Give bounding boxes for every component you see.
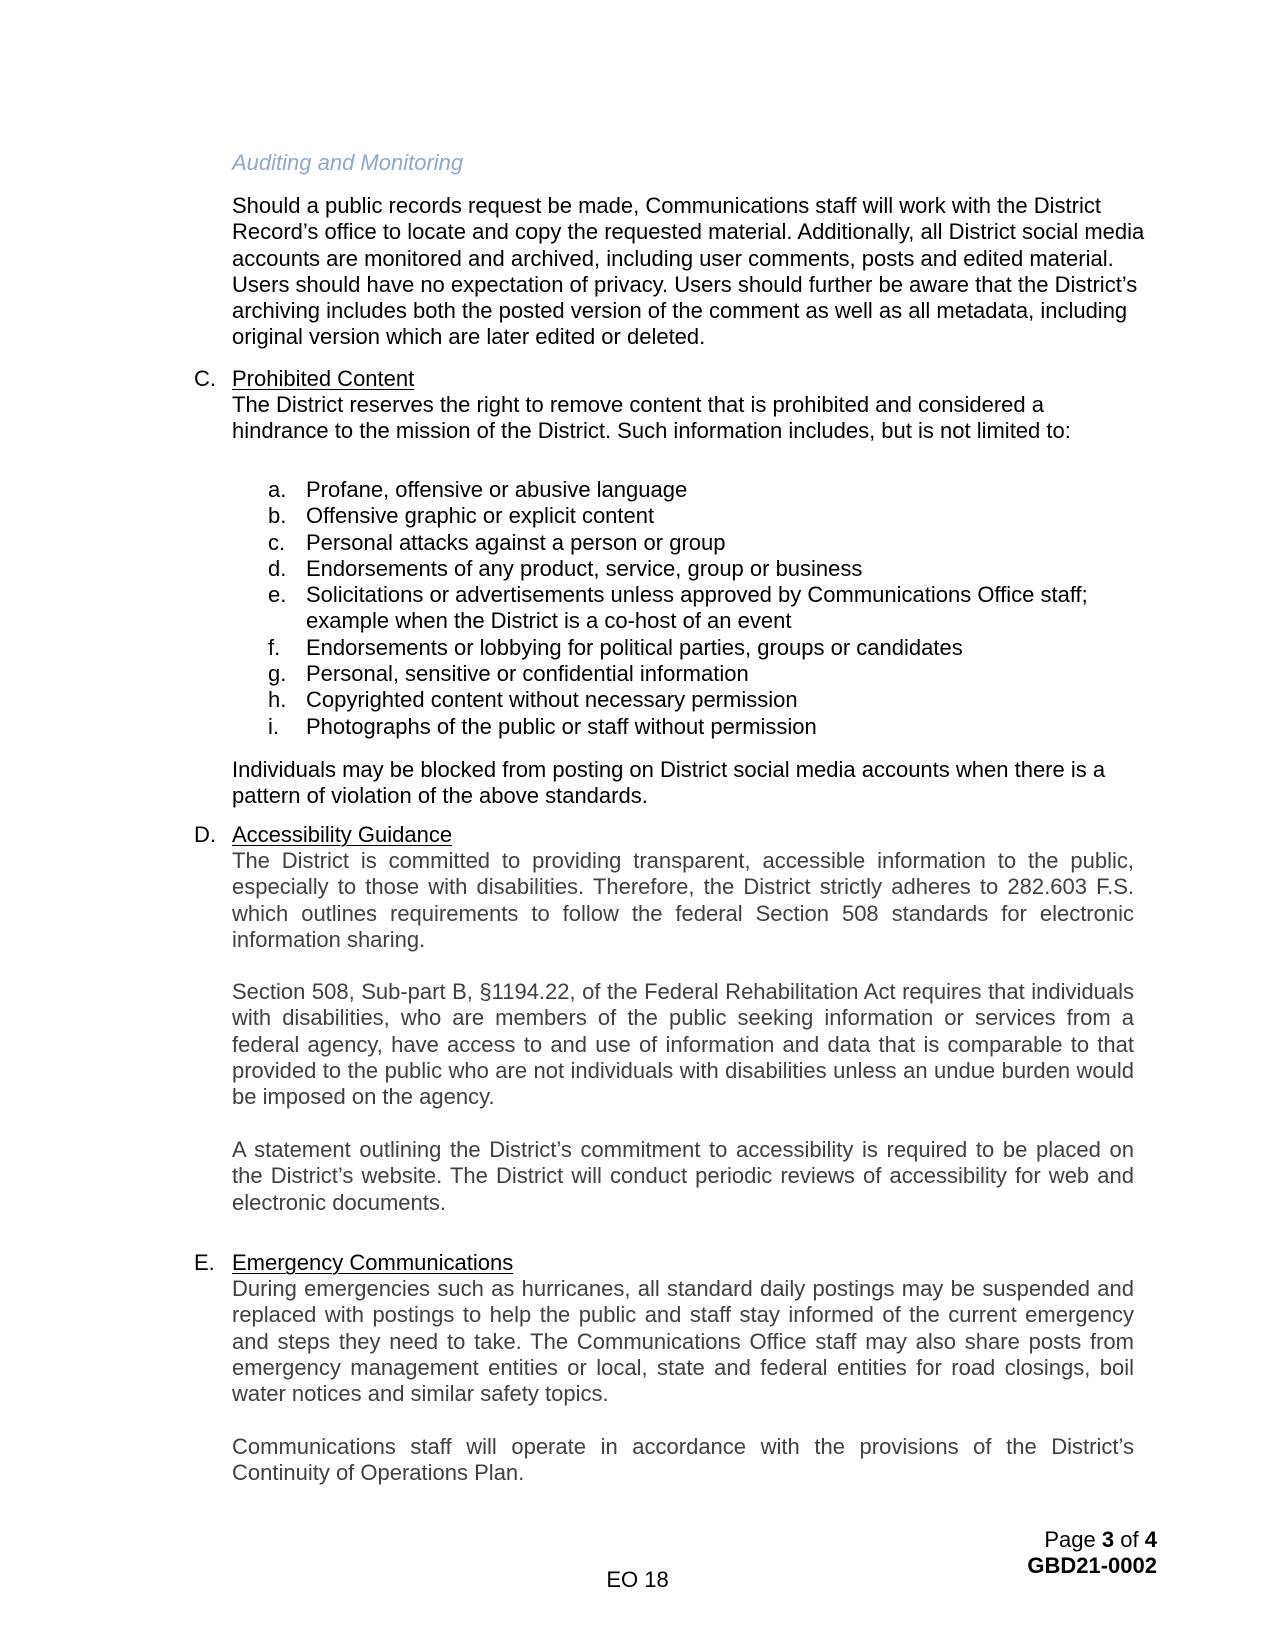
list-item-text: Photographs of the public or staff without permission [306,713,817,739]
section-e-paragraph-2: Communications staff will operate in accordance with the provisions of the District’s Continuity of Operations Plan. [232,1434,1134,1486]
list-item [268,556,1148,582]
section-d-paragraph-3: A statement outlining the District’s commitment to accessibility is required to be placed on the District’s website. The District will conduct periodic reviews of accessibility for web and electronic documents. [232,1137,1134,1215]
section-d-title: Accessibility Guidance [232,822,453,847]
list-item-marker: f. [268,634,281,660]
list-item-text: Endorsements or lobbying for political parties, groups or candidates [306,634,963,660]
list-item [268,503,1148,529]
section-d-letter: D. [194,822,216,847]
list-item-text: Endorsements of any product, service, group or business [306,555,863,581]
section-c-letter: C. [194,366,216,391]
list-item [268,635,1148,661]
section-c-intro: The District reserves the right to remove content that is prohibited and considered a hindrance to the mission of the District. Such information includes, but is not limited to: [232,392,1071,444]
list-item-text: Copyrighted content without necessary permission [306,687,798,713]
page-number [1044,1527,1157,1553]
list-item [268,661,1148,687]
list-item [268,714,1148,740]
document-id: GBD21-0002 [1027,1553,1157,1578]
list-item [268,477,1148,503]
list-item-marker: d. [268,555,287,581]
section-e-title: Emergency Communications [232,1250,514,1275]
list-item-marker: c. [268,529,286,555]
footer-center-label: EO 18 [606,1567,669,1592]
section-e-letter: E. [194,1250,215,1275]
list-item-marker: e. [268,582,287,608]
list-item-marker: a. [268,477,287,502]
list-item-text: Solicitations or advertisements unless approved by Communications Office staff; example when the District is a co-host of an event [306,582,1088,634]
list-item-marker: h. [268,687,287,713]
list-item [268,530,1148,556]
list-item [268,582,1148,635]
section-e-paragraph-1: During emergencies such as hurricanes, all standard daily postings may be suspended and replaced with postings to help the public and staff stay informed of the current emergency and steps they need to take. The Communications Office staff may also share posts from emergency management entities or local, state and federal entities for road closings, boil water notices and similar safety topics. [232,1276,1134,1407]
list-item-text: Profane, offensive or abusive language [306,477,688,502]
auditing-heading: Auditing and Monitoring [232,150,464,175]
list-item-marker: b. [268,503,287,529]
list-item [268,687,1148,713]
prohibited-content-list [268,477,1148,740]
page-current: 3 [1101,1527,1115,1552]
section-c-closing: Individuals may be blocked from posting on District social media accounts when there is a pattern of violation of the above standards. [232,757,1106,809]
section-d-paragraph-1: The District is committed to providing transparent, accessible information to the public, especially to those with disabilities. Therefore, the District strictly adheres to 282.603 F.S. which outlines requirements to follow the federal Section 508 standards for electronic information sharing. [232,848,1134,952]
list-item-text: Personal attacks against a person or group [306,529,726,555]
list-item-text: Offensive graphic or explicit content [306,503,655,529]
page-label: Page [1044,1527,1096,1552]
section-c-title: Prohibited Content [232,366,415,391]
page-total: 4 [1144,1527,1157,1552]
auditing-body: Should a public records request be made, Communications staff will work with the District Record’s office to locate and copy the requested material. Additionally, all District social media accounts are monitored and archived, including user comments, posts and edited material. Users should have no expectation of privacy. Users should further be aware that the District’s archiving includes both the posted version of the comment as well as all metadata, including original version which are later edited or deleted. [232,193,1145,350]
list-item-marker: i. [268,713,279,739]
list-item-text: Personal, sensitive or confidential information [306,661,749,687]
list-item-marker: g. [268,661,287,687]
page-of: of [1120,1527,1139,1552]
section-d-paragraph-2: Section 508, Sub-part B, §1194.22, of the Federal Rehabilitation Act requires that individuals with disabilities, who are members of the public seeking information or services from a federal agency, have access to and use of information and data that is comparable to that provided to the public who are not individuals with disabilities unless an undue burden would be imposed on the agency. [232,979,1134,1110]
